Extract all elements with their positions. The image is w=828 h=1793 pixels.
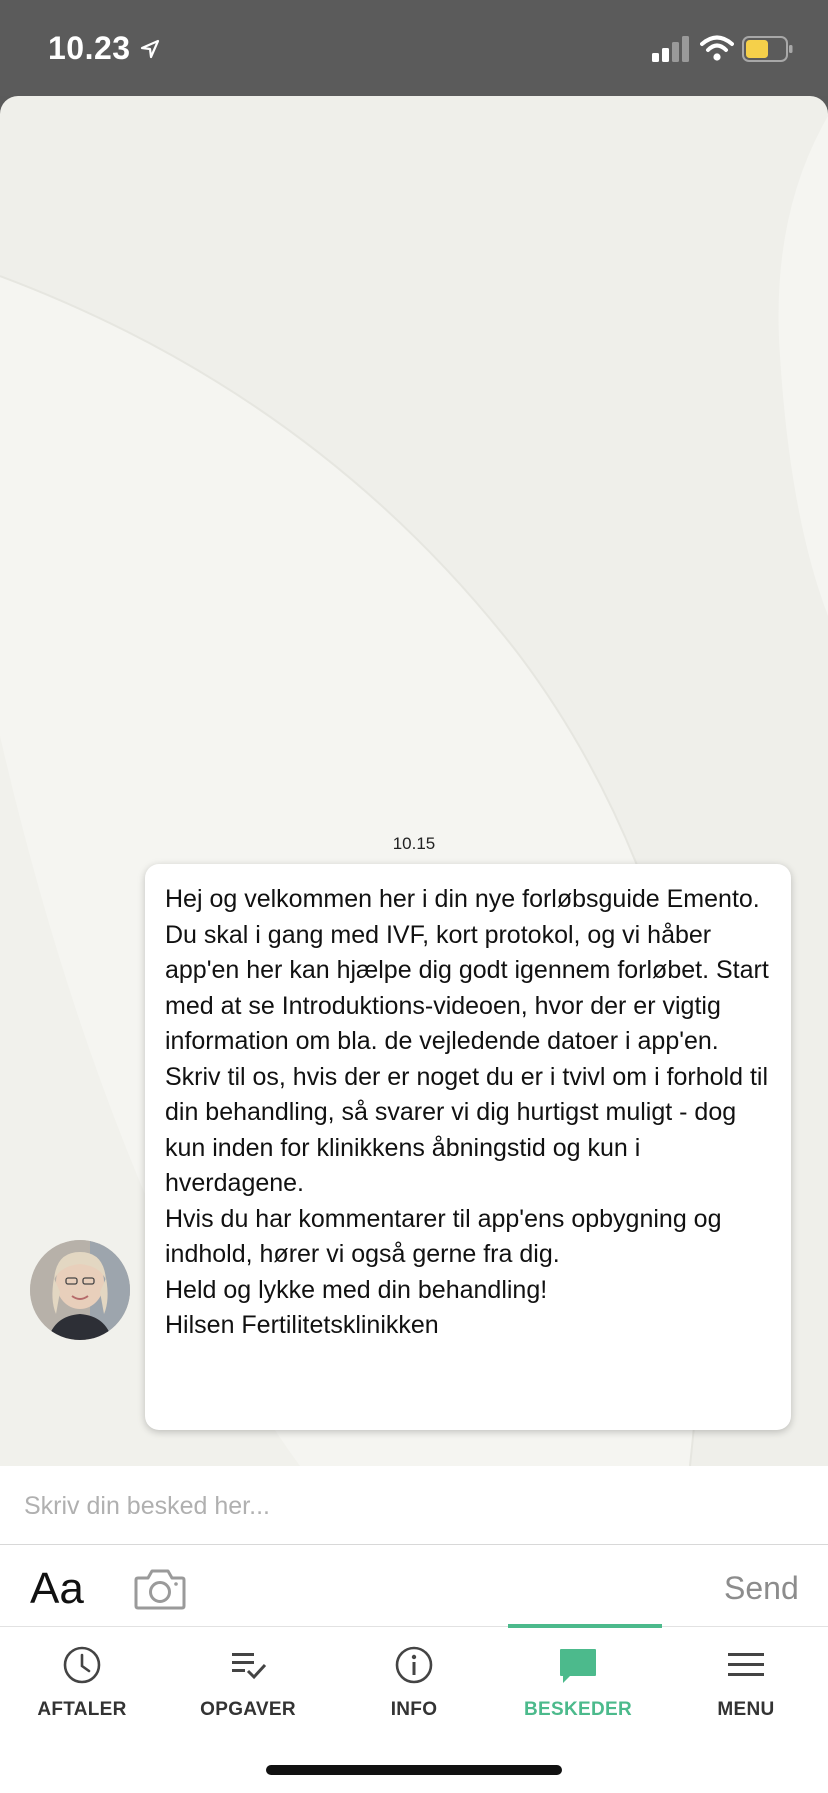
tab-label: AFTALER xyxy=(37,1699,127,1720)
tab-opgaver[interactable] xyxy=(178,1627,318,1747)
send-button[interactable]: Send xyxy=(724,1570,799,1606)
message-composer xyxy=(0,1466,828,1626)
home-indicator xyxy=(266,1765,562,1775)
location-arrow-icon xyxy=(139,38,161,60)
message-line: Hvis du har kommentarer til app'ens opbygning og indhold, hører vi også gerne fra dig. xyxy=(165,1204,722,1268)
tab-info[interactable] xyxy=(344,1627,484,1747)
tab-aftaler[interactable] xyxy=(12,1627,152,1747)
chat-bubble-icon xyxy=(558,1645,598,1685)
message-line: Hilsen Fertilitetsklinikken xyxy=(165,1311,439,1339)
message-line: Held og lykke med din behandling! xyxy=(165,1275,548,1304)
clock-icon xyxy=(62,1645,102,1685)
message-line: Hej og velkommen her i din nye forløbsguide Emento. xyxy=(165,885,760,913)
cellular-signal-icon xyxy=(652,36,692,62)
chat-area[interactable] xyxy=(0,96,828,1466)
composer-divider xyxy=(0,1544,828,1545)
battery-icon xyxy=(742,36,794,62)
active-tab-indicator xyxy=(508,1624,662,1628)
tab-menu[interactable] xyxy=(676,1627,816,1747)
status-time-group xyxy=(48,30,161,67)
avatar-portrait xyxy=(30,1240,130,1340)
info-icon xyxy=(394,1645,434,1685)
status-bar xyxy=(0,0,828,96)
message-line: Skriv til os, hvis der er noget du er i tvivl om i forhold til din behandling, så svarer vi dig hurtigst muligt - dog kun inden for klinikkens åbningstid og kun i hverdagene. xyxy=(165,1062,769,1197)
camera-icon[interactable] xyxy=(134,1566,186,1610)
sender-avatar[interactable] xyxy=(30,1240,130,1340)
hamburger-icon xyxy=(726,1645,766,1685)
tab-label: MENU xyxy=(717,1699,775,1720)
status-time: 10.23 xyxy=(48,30,131,66)
tab-label: OPGAVER xyxy=(200,1699,296,1720)
message-line: Du skal i gang med IVF, kort protokol, og vi håber app'en her kan hjælpe dig godt igennem forløbet. Start med at se Introduktions-videoen, hvor der er vigtig information om bla. de vejledende datoer i app'en. xyxy=(165,920,769,1055)
tab-label: BESKEDER xyxy=(524,1699,632,1720)
tab-label: INFO xyxy=(390,1699,438,1720)
message-input[interactable] xyxy=(24,1480,804,1532)
text-format-button[interactable]: Aa xyxy=(30,1564,84,1613)
message-timestamp: 10.15 xyxy=(392,834,436,853)
checklist-icon xyxy=(228,1645,268,1685)
wifi-icon xyxy=(700,34,734,62)
message-bubble[interactable] xyxy=(145,864,791,1430)
tab-beskeder[interactable] xyxy=(508,1627,648,1747)
